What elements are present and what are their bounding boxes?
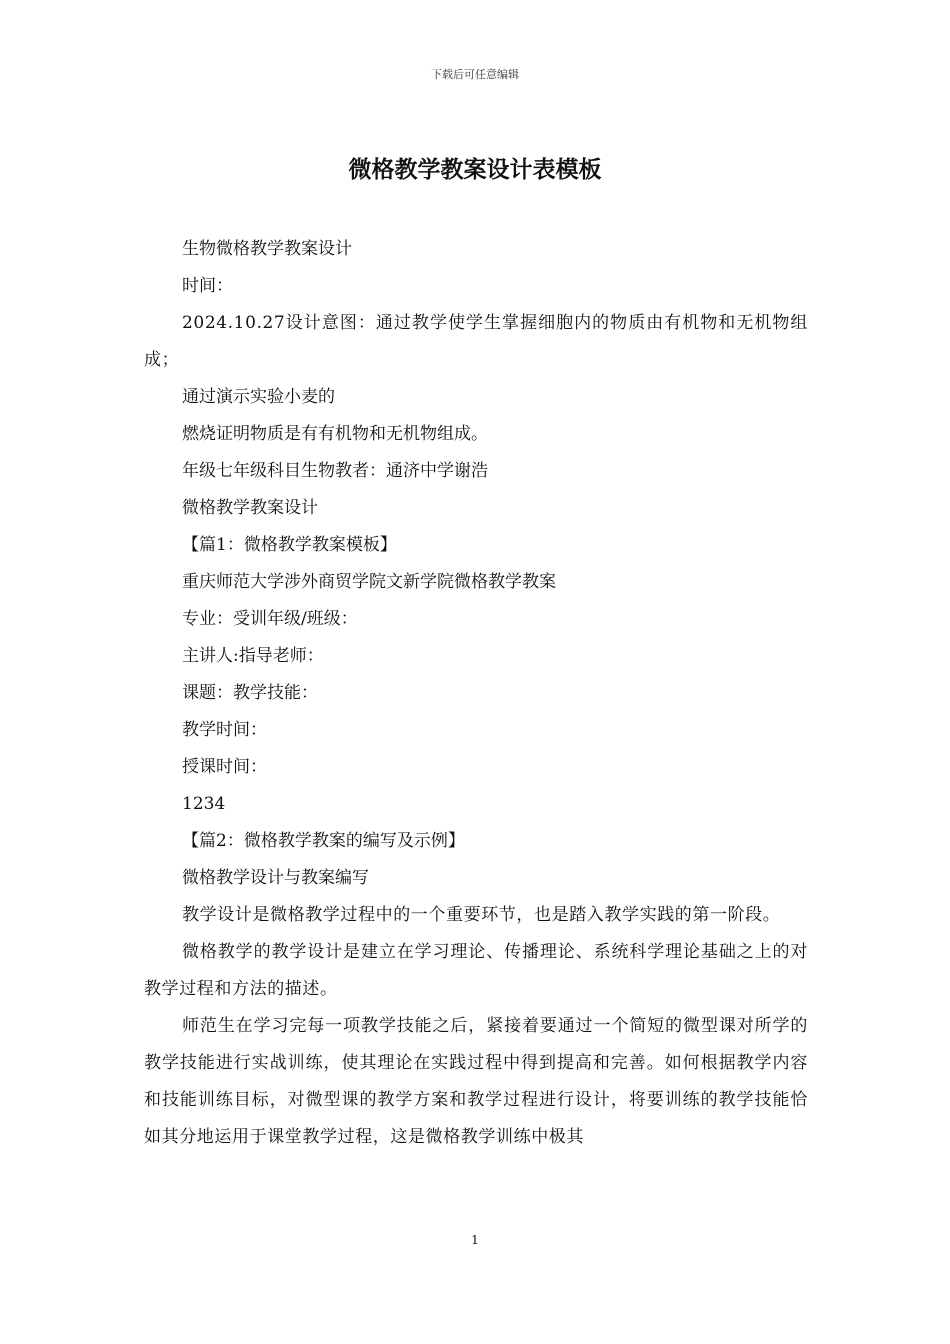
paragraph: 师范生在学习完每一项教学技能之后，紧接着要通过一个简短的微型课对所学的教学技能进行实战训练，使其理论在实践过程中得到提高和完善。如何根据教学内容和技能训练目标，对微型课的教学方案和教学过程进行设计，将要训练的教学技能恰如其分地运用于课堂教学过程，这是微格教学训练中极其 [144, 1016, 808, 1147]
text-line: 生物微格教学教案设计 [182, 239, 352, 259]
page-number: 1 [471, 1233, 479, 1247]
paragraph: 微格教学的教学设计是建立在学习理论、传播理论、系统科学理论基础之上的对教学过程和方法的描述。 [144, 942, 808, 999]
text-line: 燃烧证明物质是有有机物和无机物组成。 [182, 424, 488, 444]
text-line: 重庆师范大学涉外商贸学院文新学院微格教学教案 [182, 572, 556, 592]
text-line: 课题：教学技能： [182, 683, 318, 703]
header-note: 下载后可任意编辑 [431, 68, 519, 81]
text-line: 教学时间： [182, 720, 267, 740]
text-line: 微格教学设计与教案编写 [182, 868, 369, 888]
document-title: 微格教学教案设计表模板 [348, 157, 602, 183]
paragraph: 教学设计是微格教学过程中的一个重要环节，也是踏入教学实践的第一阶段。 [182, 905, 781, 925]
text-line: 年级七年级科目生物教者：通济中学谢浩 [182, 461, 488, 481]
document-body [144, 231, 808, 1156]
paragraph: 2024.10.27设计意图：通过教学使学生掌握细胞内的物质由有机物和无机物组成； [144, 313, 808, 370]
text-line: 通过演示实验小麦的 [182, 387, 335, 407]
text-line: 微格教学教案设计 [182, 498, 318, 518]
text-line: 时间： [182, 276, 233, 296]
section-heading: 【篇2：微格教学教案的编写及示例】 [182, 831, 465, 851]
section-heading: 【篇1：微格教学教案模板】 [182, 535, 397, 555]
text-line: 主讲人:指导老师： [182, 646, 324, 666]
text-line: 授课时间： [182, 757, 267, 777]
text-line: 专业：受训年级/班级： [182, 609, 358, 629]
text-line: 1234 [182, 794, 226, 814]
